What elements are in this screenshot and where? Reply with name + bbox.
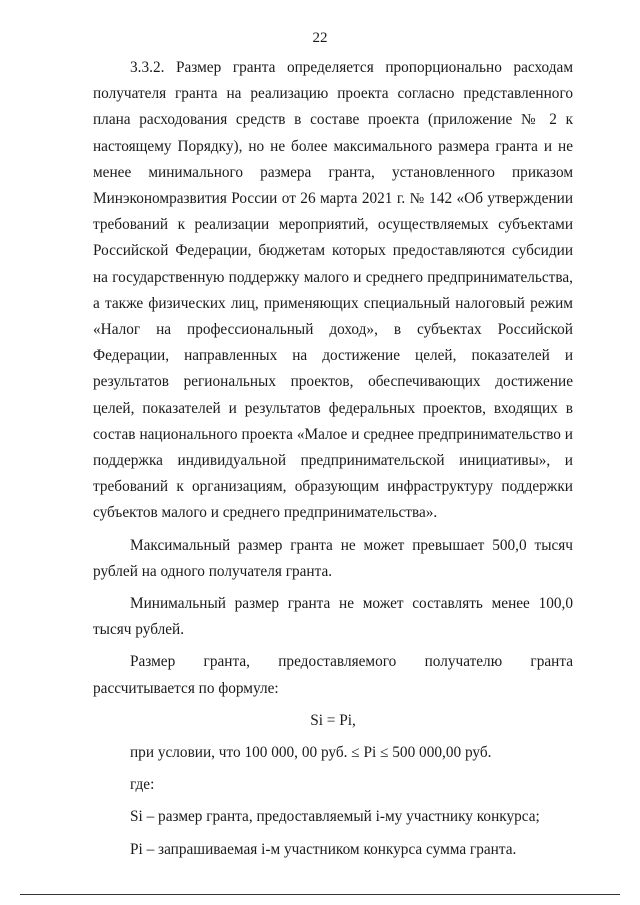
where-label: где: bbox=[130, 776, 155, 794]
formula: Si = Pi, bbox=[310, 711, 356, 729]
document-body bbox=[93, 55, 573, 863]
paragraph-min-grant: Минимальный размер гранта не может составлять менее 100,0 тысяч рублей. bbox=[93, 595, 573, 639]
bottom-rule bbox=[20, 894, 620, 895]
page-number: 22 bbox=[312, 30, 328, 46]
paragraph-formula-intro: Размер гранта, предоставляемого получателю гранта рассчитывается по формуле: bbox=[93, 653, 573, 697]
paragraph-grant-size: 3.3.2. Размер гранта определяется пропорционально расходам получателя гранта на реализацию проекта согласно представленного плана расходования средств в составе проекта (приложение № 2 к настоящему Порядку), но не более максимального размера гранта и не менее минимального размера гранта, установленного приказом Минэкономразвития России от 26 марта 2021 г. № 142 «Об утверждении требований к реализации мероприятий, осуществляемых субъектами Российской Федерации, бюджетам которых предоставляются субсидии на государственную поддержку малого и среднего предпринимательства, а также физических лиц, применяющих специальный налоговый режим «Налог на профессиональный доход», в субъектах Российской Федерации, направленных на достижение целей, показателей и результатов региональных проектов, обеспечивающих достижение целей, показателей и результатов федеральных проектов, входящих в состав национального проекта «Малое и среднее предпринимательство и поддержка индивидуальной предпринимательской инициативы», и требований к организациям, образующим инфраструктуру поддержки субъектов малого и среднего предпринимательства». bbox=[93, 59, 573, 522]
formula-condition: при условии, что 100 000, 00 руб. ≤ Pi ≤ 500 000,00 руб. bbox=[130, 744, 492, 762]
paragraph-max-grant: Максимальный размер гранта не может превышает 500,0 тысяч рублей на одного получателя гранта. bbox=[93, 536, 573, 580]
definition-si: Si – размер гранта, предоставляемый i-му участнику конкурса; bbox=[130, 808, 540, 826]
definition-pi: Pi – запрашиваемая i-м участником конкурса сумма гранта. bbox=[130, 840, 517, 858]
